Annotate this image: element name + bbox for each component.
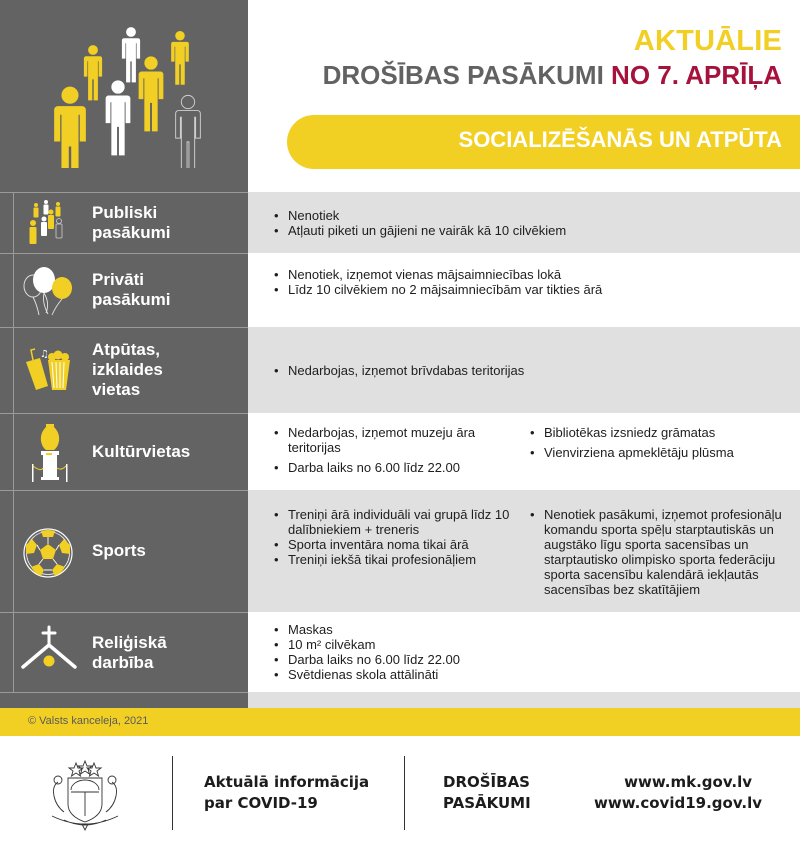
- list-item: • Nenotiek pasākumi, izņemot profesionāļu komandu sporta spēļu starptautiskās un augstāko līgu sporta sacensības un starptautisko olimpisko sporta federāciju sporta sacensību kalendārā iekļautās sacensības bez skatītājiem: [530, 507, 800, 597]
- row-content: [248, 413, 800, 490]
- church-cross-icon: [20, 625, 78, 671]
- list-item: • Sporta inventāra noma tikai ārā: [274, 537, 514, 552]
- bullet-list-right: [530, 507, 800, 597]
- row-content: [248, 612, 800, 692]
- bullet-list-right: [530, 425, 800, 480]
- page-title: [323, 24, 782, 92]
- row-label-cell: [0, 327, 248, 413]
- footer-covid-info: Aktuālā informācija par COVID-19: [204, 773, 370, 812]
- list-item: • Atļauti piketi un gājieni ne vairāk kā 10 cilvēkiem: [274, 223, 566, 238]
- table-row-sports: [0, 490, 800, 612]
- list-item: • Treniņi iekšā tikai profesionāļiem: [274, 552, 514, 567]
- people-group-icon: [22, 199, 70, 247]
- balloons-icon: [22, 264, 74, 318]
- list-item: • Vienvirziena apmeklētāju plūsma: [530, 445, 800, 460]
- list-item: • Darba laiks no 6.00 līdz 22.00: [274, 460, 530, 475]
- row-label-cell: [0, 192, 248, 253]
- museum-vase-icon: [30, 422, 70, 484]
- soccer-ball-icon: [22, 527, 74, 579]
- bullet-list: [274, 622, 460, 682]
- list-item: • Nenotiek: [274, 208, 566, 223]
- section-banner: [287, 115, 800, 169]
- table-row-private-events: [0, 253, 800, 327]
- bullet-list-left: [274, 507, 530, 597]
- link-mk-gov[interactable]: www.mk.gov.lv: [624, 773, 752, 791]
- row-content: [248, 253, 800, 327]
- row-label-leisure-venues: Atpūtas, izklaides vietas: [92, 340, 163, 399]
- title-current: AKTUĀLIE: [633, 25, 782, 57]
- row-content: [248, 490, 800, 612]
- title-measures-text: DROŠĪBAS PASĀKUMI: [322, 60, 604, 90]
- row-label-sports: Sports: [92, 541, 146, 560]
- row-content: [248, 192, 800, 253]
- table-row-public-events: [0, 192, 800, 253]
- row-label-cell: [0, 253, 248, 327]
- row-label-cell: [0, 612, 248, 692]
- table-row-cultural-venues: [0, 413, 800, 490]
- list-item: • 10 m² cilvēkam: [274, 637, 460, 652]
- link-covid19-gov[interactable]: www.covid19.gov.lv: [594, 794, 762, 812]
- list-item: • Nenotiek, izņemot vienas mājsaimniecības lokā: [274, 267, 602, 282]
- row-content: [248, 327, 800, 413]
- list-item: • Līdz 10 cilvēkiem no 2 mājsaimniecībām var tikties ārā: [274, 282, 602, 297]
- latvia-coat-of-arms-icon: [38, 756, 132, 832]
- title-measures: [323, 58, 782, 92]
- two-column-content: [274, 425, 800, 480]
- row-label-cultural-venues: Kultūrvietas: [92, 442, 191, 461]
- title-date: NO 7. APRĪĻA: [611, 60, 782, 90]
- bullet-list: [274, 363, 524, 378]
- bullet-list: [274, 267, 602, 297]
- people-crowd-icon: [40, 8, 220, 168]
- row-label-public-events: Publiski pasākumi: [92, 203, 171, 242]
- table-row-leisure-venues: [0, 327, 800, 413]
- svg-text:♫: ♫: [40, 349, 49, 360]
- footer: [0, 736, 800, 850]
- table-row-religious-activity: [0, 612, 800, 692]
- footer-divider: [172, 756, 173, 830]
- bullet-list-left: [274, 425, 530, 480]
- list-item: • Darba laiks no 6.00 līdz 22.00: [274, 652, 460, 667]
- row-label-cell: [0, 413, 248, 490]
- list-item: • Nedarbojas, izņemot muzeju āra teritorijas: [274, 425, 530, 455]
- list-item: • Svētdienas skola attālināti: [274, 667, 460, 682]
- measures-table: [0, 192, 800, 692]
- row-label-religious-activity: Reliģiskā darbība: [92, 633, 167, 672]
- list-item: • Maskas: [274, 622, 460, 637]
- list-item: • Nedarbojas, izņemot brīvdabas teritorijas: [274, 363, 524, 378]
- footer-measures: DROŠĪBAS PASĀKUMI: [443, 773, 531, 812]
- section-title: SOCIALIZĒŠANĀS UN ATPŪTA: [458, 127, 782, 152]
- copyright-band: [0, 708, 800, 736]
- footer-links: [594, 772, 762, 814]
- copyright-text: © Valsts kanceleja, 2021: [28, 715, 149, 727]
- two-column-content: [274, 507, 800, 597]
- list-item: • Bibliotēkas izsniedz grāmatas: [530, 425, 800, 440]
- drink-popcorn-icon: [24, 348, 74, 394]
- row-label-cell: [0, 490, 248, 612]
- left-panel-bottom: [0, 692, 248, 708]
- list-item: • Treniņi ārā individuāli vai grupā līdz 10 dalībniekiem + treneris: [274, 507, 514, 537]
- row-label-private-events: Privāti pasākumi: [92, 270, 171, 309]
- bullet-list: [274, 208, 566, 238]
- bottom-gray-strip: [248, 692, 800, 708]
- footer-divider: [404, 756, 405, 830]
